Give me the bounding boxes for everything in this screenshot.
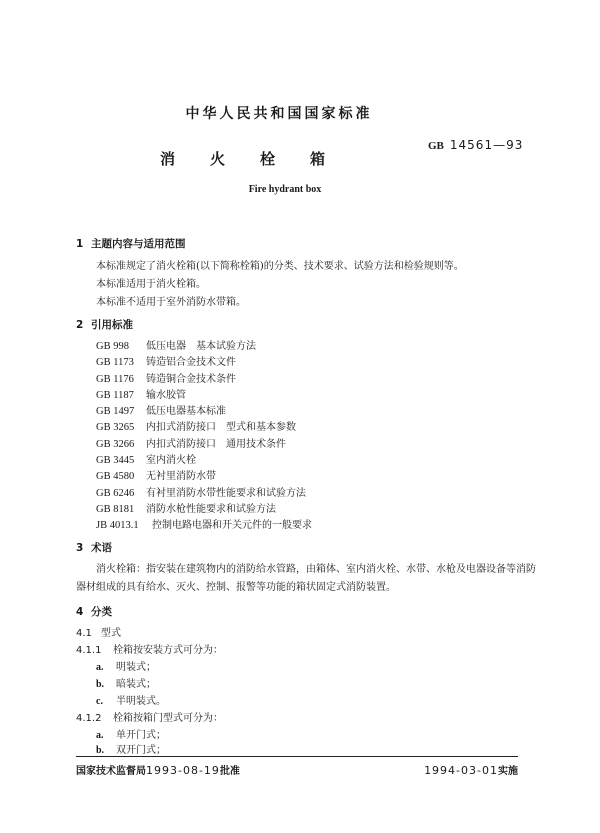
reference-item [96,339,312,355]
reference-title: 有衬里消防水带性能要求和试验方法 [146,487,306,499]
reference-title: 铸造铝合金技术文件 [146,357,236,369]
reference-item [96,420,312,436]
section-title: 主题内容与适用范围 [91,238,186,250]
definition-line: 消火栓箱：指安装在建筑物内的消防给水管路，由箱体、室内消火栓、水带、水枪及电器设备等消防 [96,564,536,575]
section-1-heading [76,236,186,251]
reference-code: GB 4580 [96,471,135,483]
reference-title: 内扣式消防接口 型式和基本参数 [146,422,296,434]
section-number: 2 [76,319,84,331]
footer-rule [76,756,518,757]
item-text: 暗装式； [116,679,156,690]
section-number: 4 [76,606,84,618]
clause-4-1-2 [76,710,223,727]
approval-org: 国家技术监督局 [76,766,146,777]
reference-item [96,502,312,518]
reference-title: 室内消火栓 [146,455,196,467]
reference-code: JB 4013.1 [96,520,139,532]
reference-item [96,372,312,388]
section-1-paragraph: 本标准适用于消火栓箱。 [96,279,206,290]
national-standard-text: 中华人民共和国国家标准 [185,106,373,122]
approval-date: 1993-08-19 [146,764,220,777]
item-label: a. [96,730,104,741]
clause-4-1 [76,625,121,642]
title-char: 栓 [260,150,276,168]
clause-number: 4.1.1 [76,645,102,656]
reference-title: 输水胶管 [146,389,186,401]
reference-item [96,404,312,420]
reference-item [96,388,312,404]
reference-title: 低压电器 基本试验方法 [146,341,256,352]
item-label: a. [96,662,104,673]
national-standard-heading [0,103,600,123]
section-3-heading [76,540,112,555]
list-item [96,693,166,710]
footer-effective [424,762,518,777]
reference-code: GB 1497 [96,406,135,418]
english-title-text: Fire hydrant box [248,184,322,195]
effective-suffix: 实施 [498,766,518,777]
reference-item [96,355,312,371]
clause-title: 型式 [101,628,121,639]
effective-date: 1994-03-01 [424,764,498,777]
section-2-heading [76,317,133,332]
title-char: 消 [160,150,176,168]
reference-code: GB 1187 [96,389,134,401]
clause-text: 栓箱按箱门型式可分为： [113,713,223,724]
section-1-paragraph: 本标准不适用于室外消防水带箱。 [96,297,246,308]
clause-text: 栓箱按安装方式可分为： [113,645,223,656]
reference-code: GB 3266 [96,438,135,450]
section-1-paragraph: 本标准规定了消火栓箱(以下简称栓箱)的分类、技术要求、试验方法和检验规则等。 [96,261,464,272]
item-text: 双开门式； [116,745,166,756]
document-title [160,148,360,169]
section-number: 3 [76,542,84,554]
list-item [96,659,156,676]
section-4-heading [76,604,112,619]
reference-code: GB 3265 [96,422,135,434]
reference-code: GB 6246 [96,487,135,499]
title-char: 火 [210,150,226,168]
section-number: 1 [76,238,84,250]
reference-title: 铸造铜合金技术条件 [146,373,236,385]
reference-item [96,469,312,485]
reference-item [96,453,312,469]
reference-code: GB 8181 [96,503,135,515]
item-text: 半明装式。 [116,696,166,707]
reference-title: 控制电路电器和开关元件的一般要求 [152,520,312,532]
section-title: 分类 [91,606,112,618]
standard-prefix: GB [428,140,444,152]
definition-line: 器材组成的具有给水、灭火、控制、报警等功能的箱状固定式消防装置。 [76,582,396,593]
reference-code: GB 1176 [96,373,134,385]
approval-suffix: 批准 [219,766,240,777]
reference-code: GB 3445 [96,455,135,467]
clause-number: 4.1.2 [76,713,102,724]
item-label: c. [96,696,103,707]
reference-title: 无衬里消防水带 [146,471,216,483]
title-char: 箱 [310,150,326,168]
reference-title: 低压电器基本标准 [146,406,226,418]
item-text: 明装式； [116,662,156,673]
clause-number: 4.1 [76,628,92,639]
reference-code: GB 1173 [96,357,134,369]
section-title: 引用标准 [91,319,133,331]
standard-code: 14561—93 [449,138,524,152]
item-label: b. [96,679,105,690]
reference-item [96,518,312,534]
reference-list [96,339,312,535]
item-label: b. [96,745,105,756]
standard-number [428,138,523,152]
reference-code: GB 998 [96,341,129,352]
reference-title: 内扣式消防接口 通用技术条件 [146,438,286,450]
reference-item [96,437,312,453]
section-title: 术语 [91,542,112,554]
reference-item [96,486,312,502]
list-item [96,676,156,693]
footer-approval [76,762,240,777]
item-text: 单开门式； [116,730,166,741]
english-title [0,184,600,195]
reference-title: 消防水枪性能要求和试验方法 [146,503,276,515]
clause-4-1-1 [76,642,223,659]
